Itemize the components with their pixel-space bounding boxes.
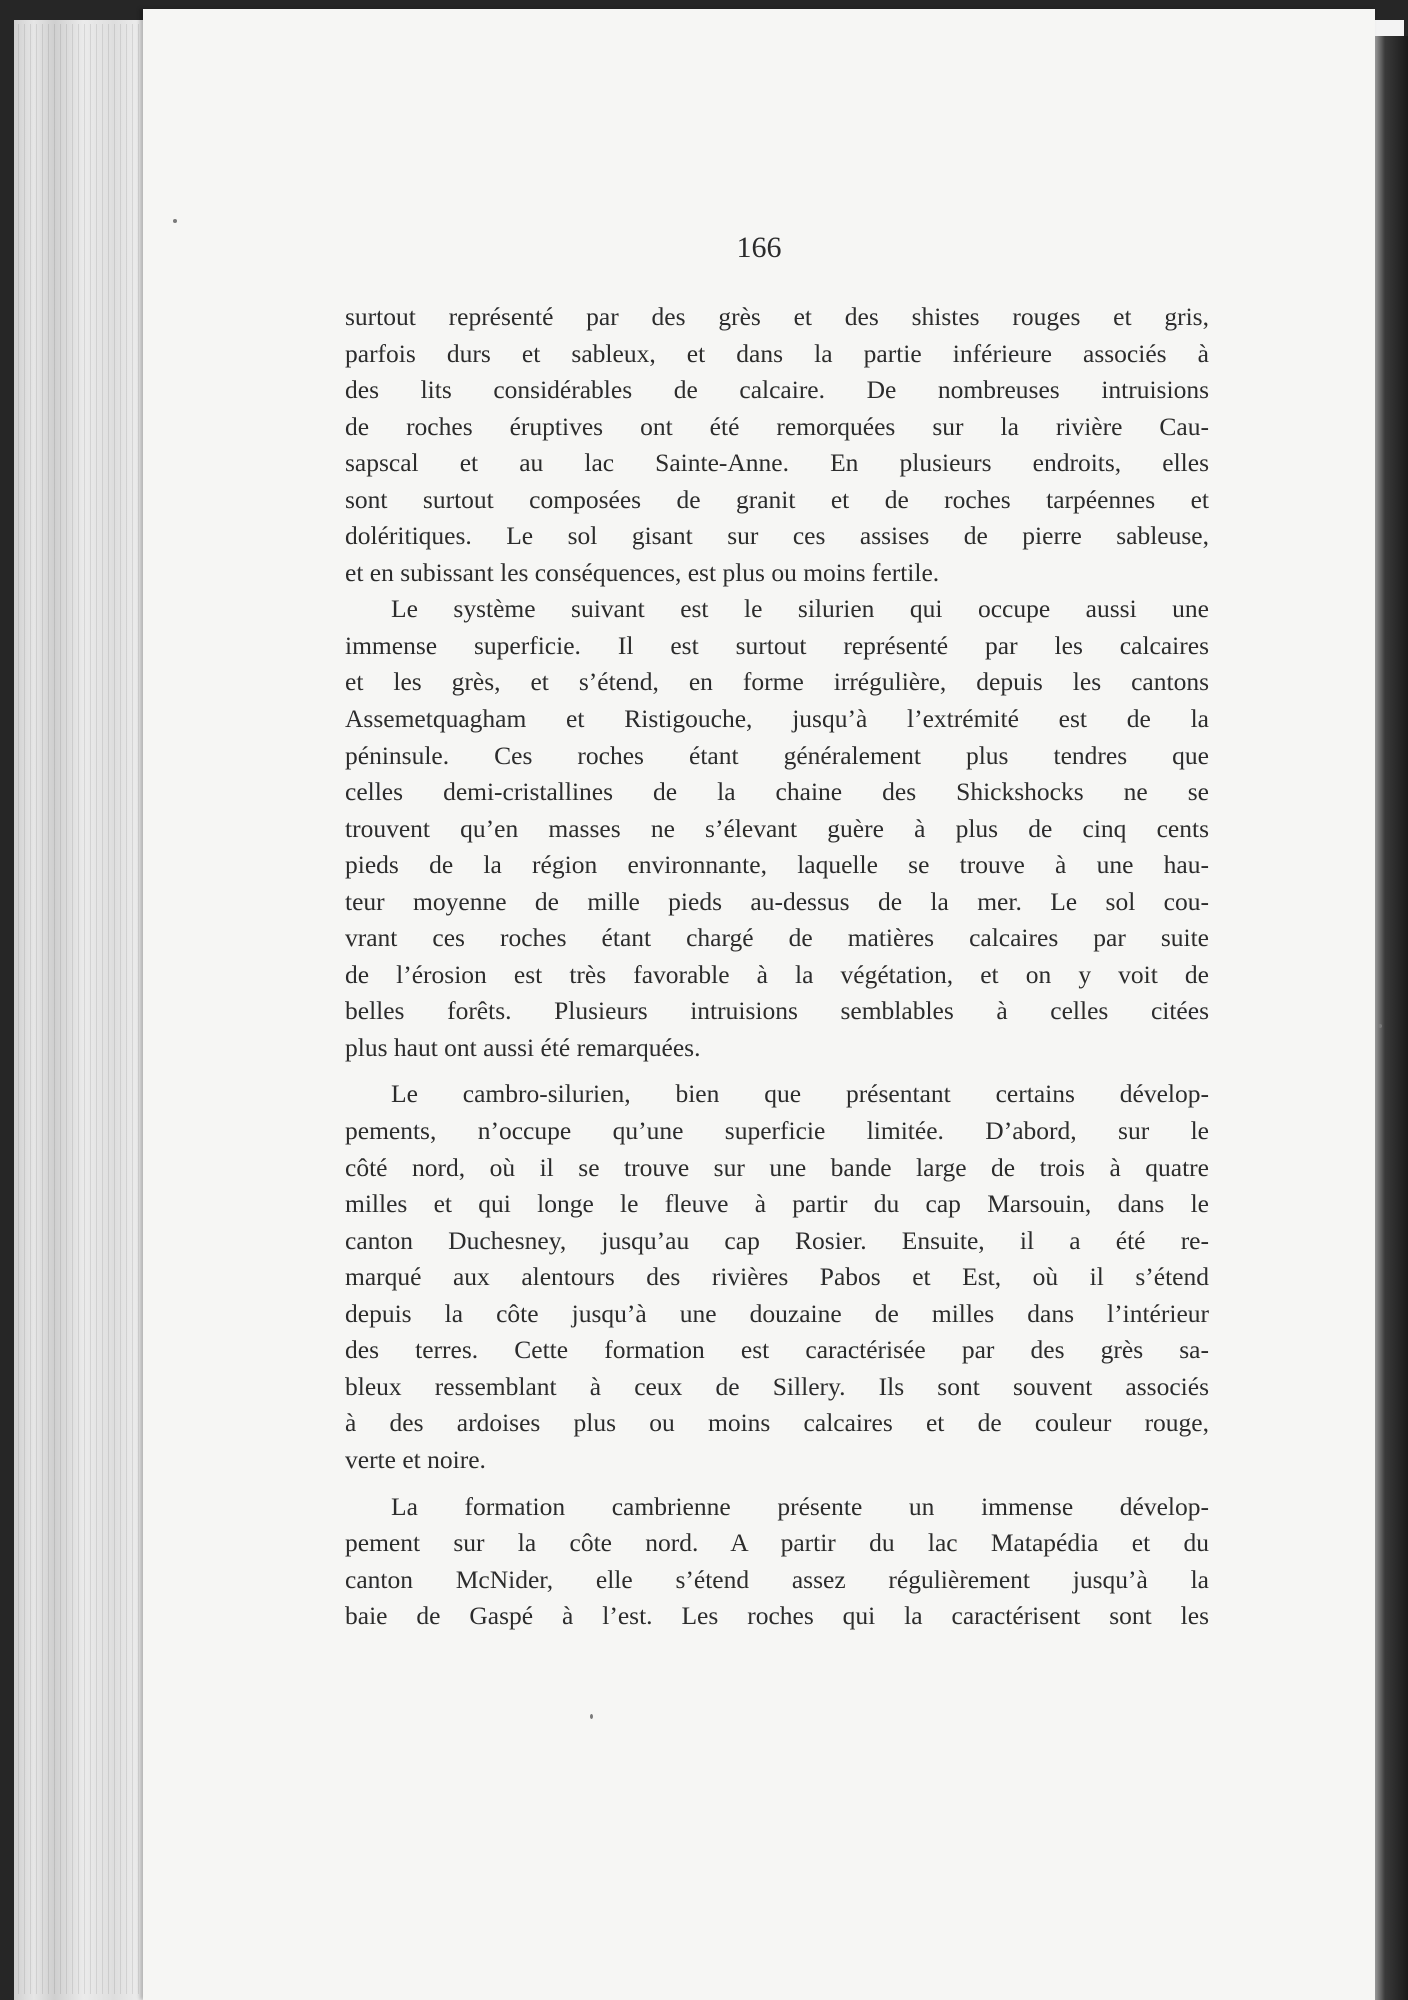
ink-speck [590, 1714, 593, 1719]
text-line: Le système suivant est le silurien qui occupe aussi une [391, 594, 1209, 624]
text-line: à des ardoises plus ou moins calcaires et de couleur rouge, [345, 1408, 1209, 1438]
text-line: canton McNider, elle s’étend assez régulièrement jusqu’à la [345, 1564, 1209, 1594]
text-line: trouvent qu’en masses ne s’élevant guère à plus de cinq cents [345, 813, 1209, 843]
text-line: de l’érosion est très favorable à la végétation, et on y voit de [345, 959, 1209, 989]
text-line: péninsule. Ces roches étant généralement plus tendres que [345, 740, 1209, 770]
text-line: bleux ressemblant à ceux de Sillery. Ils sont souvent associés [345, 1371, 1209, 1401]
text-line: côté nord, où il se trouve sur une bande large de trois à quatre [345, 1152, 1209, 1182]
text-line: pements, n’occupe qu’une superficie limitée. D’abord, sur le [345, 1116, 1209, 1146]
ink-speck [1378, 1024, 1382, 1028]
text-line: celles demi-cristallines de la chaine des Shickshocks ne se [345, 777, 1209, 807]
text-line: immense superficie. Il est surtout représenté par les calcaires [345, 630, 1209, 660]
paragraph-2 [345, 591, 1209, 1066]
page-number: 166 [736, 231, 782, 264]
body-text [345, 299, 1209, 1635]
text-line: doléritiques. Le sol gisant sur ces assises de pierre sableuse, [345, 521, 1209, 551]
paragraph-3 [345, 1076, 1209, 1478]
text-line: belles forêts. Plusieurs intruisions semblables à celles citées [345, 996, 1209, 1026]
text-line: vrant ces roches étant chargé de matières calcaires par suite [345, 923, 1209, 953]
text-line: et les grès, et s’étend, en forme irrégulière, depuis les cantons [345, 667, 1209, 697]
text-line: plus haut ont aussi été remarquées. [345, 1032, 701, 1062]
text-line: pieds de la région environnante, laquelle se trouve à une hau- [345, 850, 1209, 880]
ink-speck [173, 219, 177, 223]
text-line: marqué aux alentours des rivières Pabos et Est, où il s’étend [345, 1262, 1209, 1292]
text-line: parfois durs et sableux, et dans la partie inférieure associés à [345, 338, 1209, 368]
page-edge-lines [18, 24, 143, 1994]
text-line: baie de Gaspé à l’est. Les roches qui la caractérisent sont les [345, 1601, 1209, 1631]
text-line: depuis la côte jusqu’à une douzaine de milles dans l’intérieur [345, 1298, 1209, 1328]
text-line: de roches éruptives ont été remorquées sur la rivière Cau- [345, 411, 1209, 441]
book-page [143, 9, 1375, 2000]
text-line: pement sur la côte nord. A partir du lac Matapédia et du [345, 1528, 1209, 1558]
text-line: Le cambro-silurien, bien que présentant certains dévelop- [391, 1079, 1209, 1109]
text-line: teur moyenne de mille pieds au-dessus de la mer. Le sol cou- [345, 886, 1209, 916]
text-line: des terres. Cette formation est caractérisée par des grès sa- [345, 1335, 1209, 1365]
text-line: et en subissant les conséquences, est plus ou moins fertile. [345, 557, 940, 587]
text-line: verte et noire. [345, 1444, 486, 1474]
text-line: Assemetquagham et Ristigouche, jusqu’à l’extrémité est de la [345, 704, 1209, 734]
text-line: sapscal et au lac Sainte-Anne. En plusieurs endroits, elles [345, 448, 1209, 478]
book-binding-edge [1375, 36, 1408, 2000]
paragraph-1 [345, 299, 1209, 591]
text-line: canton Duchesney, jusqu’au cap Rosier. Ensuite, il a été re- [345, 1225, 1209, 1255]
text-line: surtout représenté par des grès et des shistes rouges et gris, [345, 302, 1209, 331]
text-line: milles et qui longe le fleuve à partir du cap Marsouin, dans le [345, 1189, 1209, 1219]
paragraph-4 [345, 1489, 1209, 1635]
text-line: sont surtout composées de granit et de roches tarpéennes et [345, 484, 1209, 514]
text-line: des lits considérables de calcaire. De nombreuses intruisions [345, 375, 1209, 405]
text-line: La formation cambrienne présente un immense dévelop- [391, 1491, 1209, 1521]
